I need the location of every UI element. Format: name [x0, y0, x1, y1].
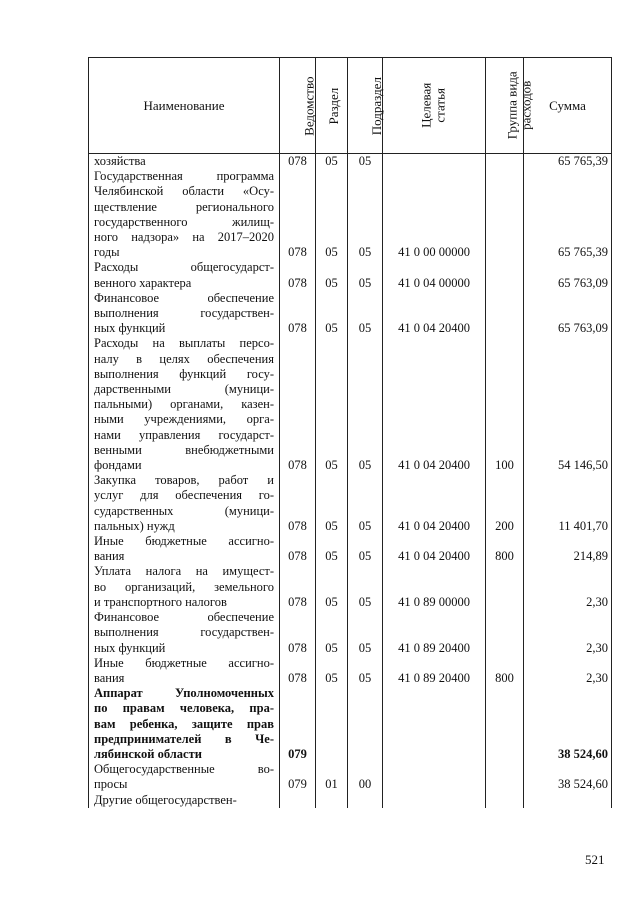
row-name — [89, 762, 280, 792]
row-celevaya-statya: 41 0 04 00000 — [383, 260, 486, 290]
header-summa: Сумма — [524, 58, 612, 154]
row-gruppa — [486, 686, 524, 762]
row-celevaya-statya — [383, 686, 486, 762]
row-vedomstvo: 079 — [280, 686, 316, 762]
row-name — [89, 656, 280, 686]
row-celevaya-statya: 41 0 04 20400 — [383, 291, 486, 337]
page-number: 521 — [585, 852, 605, 867]
row-name-line: Закупка товаров, работ и — [94, 473, 274, 488]
table-row — [89, 336, 612, 473]
table-row — [89, 610, 612, 656]
row-name-line: вания — [94, 549, 125, 564]
row-summa: 65 763,09 — [524, 291, 612, 337]
row-summa: 65 763,09 — [524, 260, 612, 290]
row-vedomstvo: 078 — [280, 154, 316, 170]
row-name — [89, 793, 280, 808]
header-vedomstvo: Ведомство — [280, 58, 316, 154]
table-row — [89, 762, 612, 792]
row-summa: 2,30 — [524, 656, 612, 686]
row-gruppa — [486, 291, 524, 337]
row-name-line: вам ребенка, защите прав — [94, 716, 274, 731]
row-name — [89, 291, 280, 337]
row-name — [89, 534, 280, 564]
row-gruppa: 800 — [486, 656, 524, 686]
row-celevaya-statya: 41 0 89 20400 — [383, 656, 486, 686]
row-name — [89, 260, 280, 290]
row-vedomstvo: 078 — [280, 610, 316, 656]
row-name — [89, 473, 280, 534]
row-name-line: Аппарат Уполномоченных — [94, 686, 274, 701]
row-podrazdel: 05 — [348, 473, 383, 534]
row-summa: 65 765,39 — [524, 154, 612, 170]
row-name-line: Уплата налога на имущест- — [94, 564, 274, 579]
row-podrazdel: 05 — [348, 291, 383, 337]
row-summa: 38 524,60 — [524, 762, 612, 792]
row-name-line: вания — [94, 670, 125, 685]
table-row — [89, 291, 612, 337]
row-name-line: выполнения государствен- — [94, 306, 274, 321]
table-row — [89, 686, 612, 762]
row-gruppa: 200 — [486, 473, 524, 534]
row-name-line: услуг для обеспечения го- — [94, 488, 274, 503]
row-name-line: пальных) нужд — [94, 518, 175, 533]
row-razdel: 05 — [316, 169, 348, 260]
row-name-line: Другие общегосударствен- — [94, 792, 237, 807]
row-celevaya-statya: 41 0 04 20400 — [383, 534, 486, 564]
row-vedomstvo: 078 — [280, 260, 316, 290]
row-name-line: Финансовое обеспечение — [94, 610, 274, 625]
row-gruppa: 100 — [486, 336, 524, 473]
row-name — [89, 686, 280, 762]
table-row — [89, 793, 612, 808]
row-summa: 214,89 — [524, 534, 612, 564]
row-podrazdel: 05 — [348, 610, 383, 656]
row-name-line: во организаций, земельного — [94, 579, 274, 594]
row-name-line: государственного жилищ- — [94, 214, 274, 229]
row-razdel: 05 — [316, 260, 348, 290]
row-name-line: дарственными (муници- — [94, 382, 274, 397]
table-row — [89, 656, 612, 686]
row-summa: 65 765,39 — [524, 169, 612, 260]
row-razdel — [316, 793, 348, 808]
row-name-line: ными учреждениями, орга- — [94, 412, 274, 427]
header-razdel: Раздел — [316, 58, 348, 154]
row-name-line: Иные бюджетные ассигно- — [94, 534, 274, 549]
row-gruppa: 800 — [486, 534, 524, 564]
row-vedomstvo: 078 — [280, 336, 316, 473]
row-name-line: налу в целях обеспечения — [94, 351, 274, 366]
row-name-line: венными внебюджетными — [94, 442, 274, 457]
row-name-line: ных функций — [94, 321, 166, 336]
row-podrazdel: 05 — [348, 260, 383, 290]
row-name-line: лябинской области — [94, 746, 202, 761]
header-name: Наименование — [89, 58, 280, 154]
row-celevaya-statya — [383, 793, 486, 808]
table-row — [89, 169, 612, 260]
row-gruppa — [486, 154, 524, 170]
row-gruppa — [486, 610, 524, 656]
row-name — [89, 169, 280, 260]
row-name-line: ществление регионального — [94, 199, 274, 214]
table-row — [89, 534, 612, 564]
row-podrazdel — [348, 793, 383, 808]
row-name-line: Челябинской области «Осу- — [94, 184, 274, 199]
row-name-line: предпринимателей в Че- — [94, 731, 274, 746]
row-summa: 54 146,50 — [524, 336, 612, 473]
row-name — [89, 564, 280, 610]
row-vedomstvo: 078 — [280, 473, 316, 534]
row-podrazdel: 05 — [348, 169, 383, 260]
row-name-line: Общегосударственные во- — [94, 762, 274, 777]
row-name-line: фондами — [94, 458, 142, 473]
row-podrazdel: 00 — [348, 762, 383, 792]
header-podrazdel: Подраздел — [348, 58, 383, 154]
row-name-line: Финансовое обеспечение — [94, 290, 274, 305]
row-name — [89, 610, 280, 656]
row-gruppa — [486, 564, 524, 610]
row-summa: 11 401,70 — [524, 473, 612, 534]
row-name-line: просы — [94, 777, 128, 792]
row-summa: 2,30 — [524, 610, 612, 656]
table-header — [89, 58, 612, 154]
row-razdel: 05 — [316, 564, 348, 610]
row-razdel: 01 — [316, 762, 348, 792]
row-celevaya-statya: 41 0 04 20400 — [383, 336, 486, 473]
row-vedomstvo: 078 — [280, 534, 316, 564]
row-vedomstvo: 078 — [280, 169, 316, 260]
row-celevaya-statya: 41 0 00 00000 — [383, 169, 486, 260]
row-name-line: ного надзора» на 2017–2020 — [94, 230, 274, 245]
budget-table — [88, 57, 612, 808]
row-name-line: по правам человека, пра- — [94, 701, 274, 716]
row-vedomstvo — [280, 793, 316, 808]
row-razdel: 05 — [316, 473, 348, 534]
table-row — [89, 260, 612, 290]
row-gruppa — [486, 762, 524, 792]
row-name-line: Расходы общегосударст- — [94, 260, 274, 275]
row-summa: 38 524,60 — [524, 686, 612, 762]
row-celevaya-statya: 41 0 89 20400 — [383, 610, 486, 656]
row-razdel: 05 — [316, 154, 348, 170]
row-name-line: Расходы на выплаты персо- — [94, 336, 274, 351]
row-name-line: нами управления государст- — [94, 427, 274, 442]
row-razdel: 05 — [316, 336, 348, 473]
table-row — [89, 473, 612, 534]
row-name-line: хозяйства — [94, 154, 146, 168]
row-vedomstvo: 078 — [280, 656, 316, 686]
row-razdel: 05 — [316, 534, 348, 564]
row-summa: 2,30 — [524, 564, 612, 610]
row-name-line: пальными) органами, казен- — [94, 397, 274, 412]
row-name-line: и транспортного налогов — [94, 594, 227, 609]
row-summa — [524, 793, 612, 808]
row-razdel — [316, 686, 348, 762]
row-podrazdel — [348, 686, 383, 762]
header-gruppa-rashodov: Группа вида расходов — [486, 58, 524, 154]
row-name-line: выполнения государствен- — [94, 625, 274, 640]
row-podrazdel: 05 — [348, 154, 383, 170]
row-razdel: 05 — [316, 610, 348, 656]
row-name — [89, 154, 280, 170]
row-gruppa — [486, 793, 524, 808]
row-razdel: 05 — [316, 656, 348, 686]
row-celevaya-statya: 41 0 89 00000 — [383, 564, 486, 610]
row-gruppa — [486, 169, 524, 260]
row-razdel: 05 — [316, 291, 348, 337]
table-row — [89, 564, 612, 610]
row-name-line: выполнения функций госу- — [94, 366, 274, 381]
row-celevaya-statya: 41 0 04 20400 — [383, 473, 486, 534]
row-podrazdel: 05 — [348, 534, 383, 564]
header-celevaya-statya: Целевая статья — [383, 58, 486, 154]
row-name-line: Иные бюджетные ассигно- — [94, 655, 274, 670]
row-name-line: венного характера — [94, 275, 192, 290]
row-name-line: годы — [94, 245, 120, 260]
row-name-line: ных функций — [94, 640, 166, 655]
row-name — [89, 336, 280, 473]
row-celevaya-statya — [383, 154, 486, 170]
row-vedomstvo: 079 — [280, 762, 316, 792]
row-podrazdel: 05 — [348, 656, 383, 686]
table-row — [89, 154, 612, 170]
row-celevaya-statya — [383, 762, 486, 792]
row-vedomstvo: 078 — [280, 564, 316, 610]
row-podrazdel: 05 — [348, 336, 383, 473]
row-podrazdel: 05 — [348, 564, 383, 610]
row-name-line: Государственная программа — [94, 169, 274, 184]
row-gruppa — [486, 260, 524, 290]
row-vedomstvo: 078 — [280, 291, 316, 337]
row-name-line: сударственных (муници- — [94, 503, 274, 518]
